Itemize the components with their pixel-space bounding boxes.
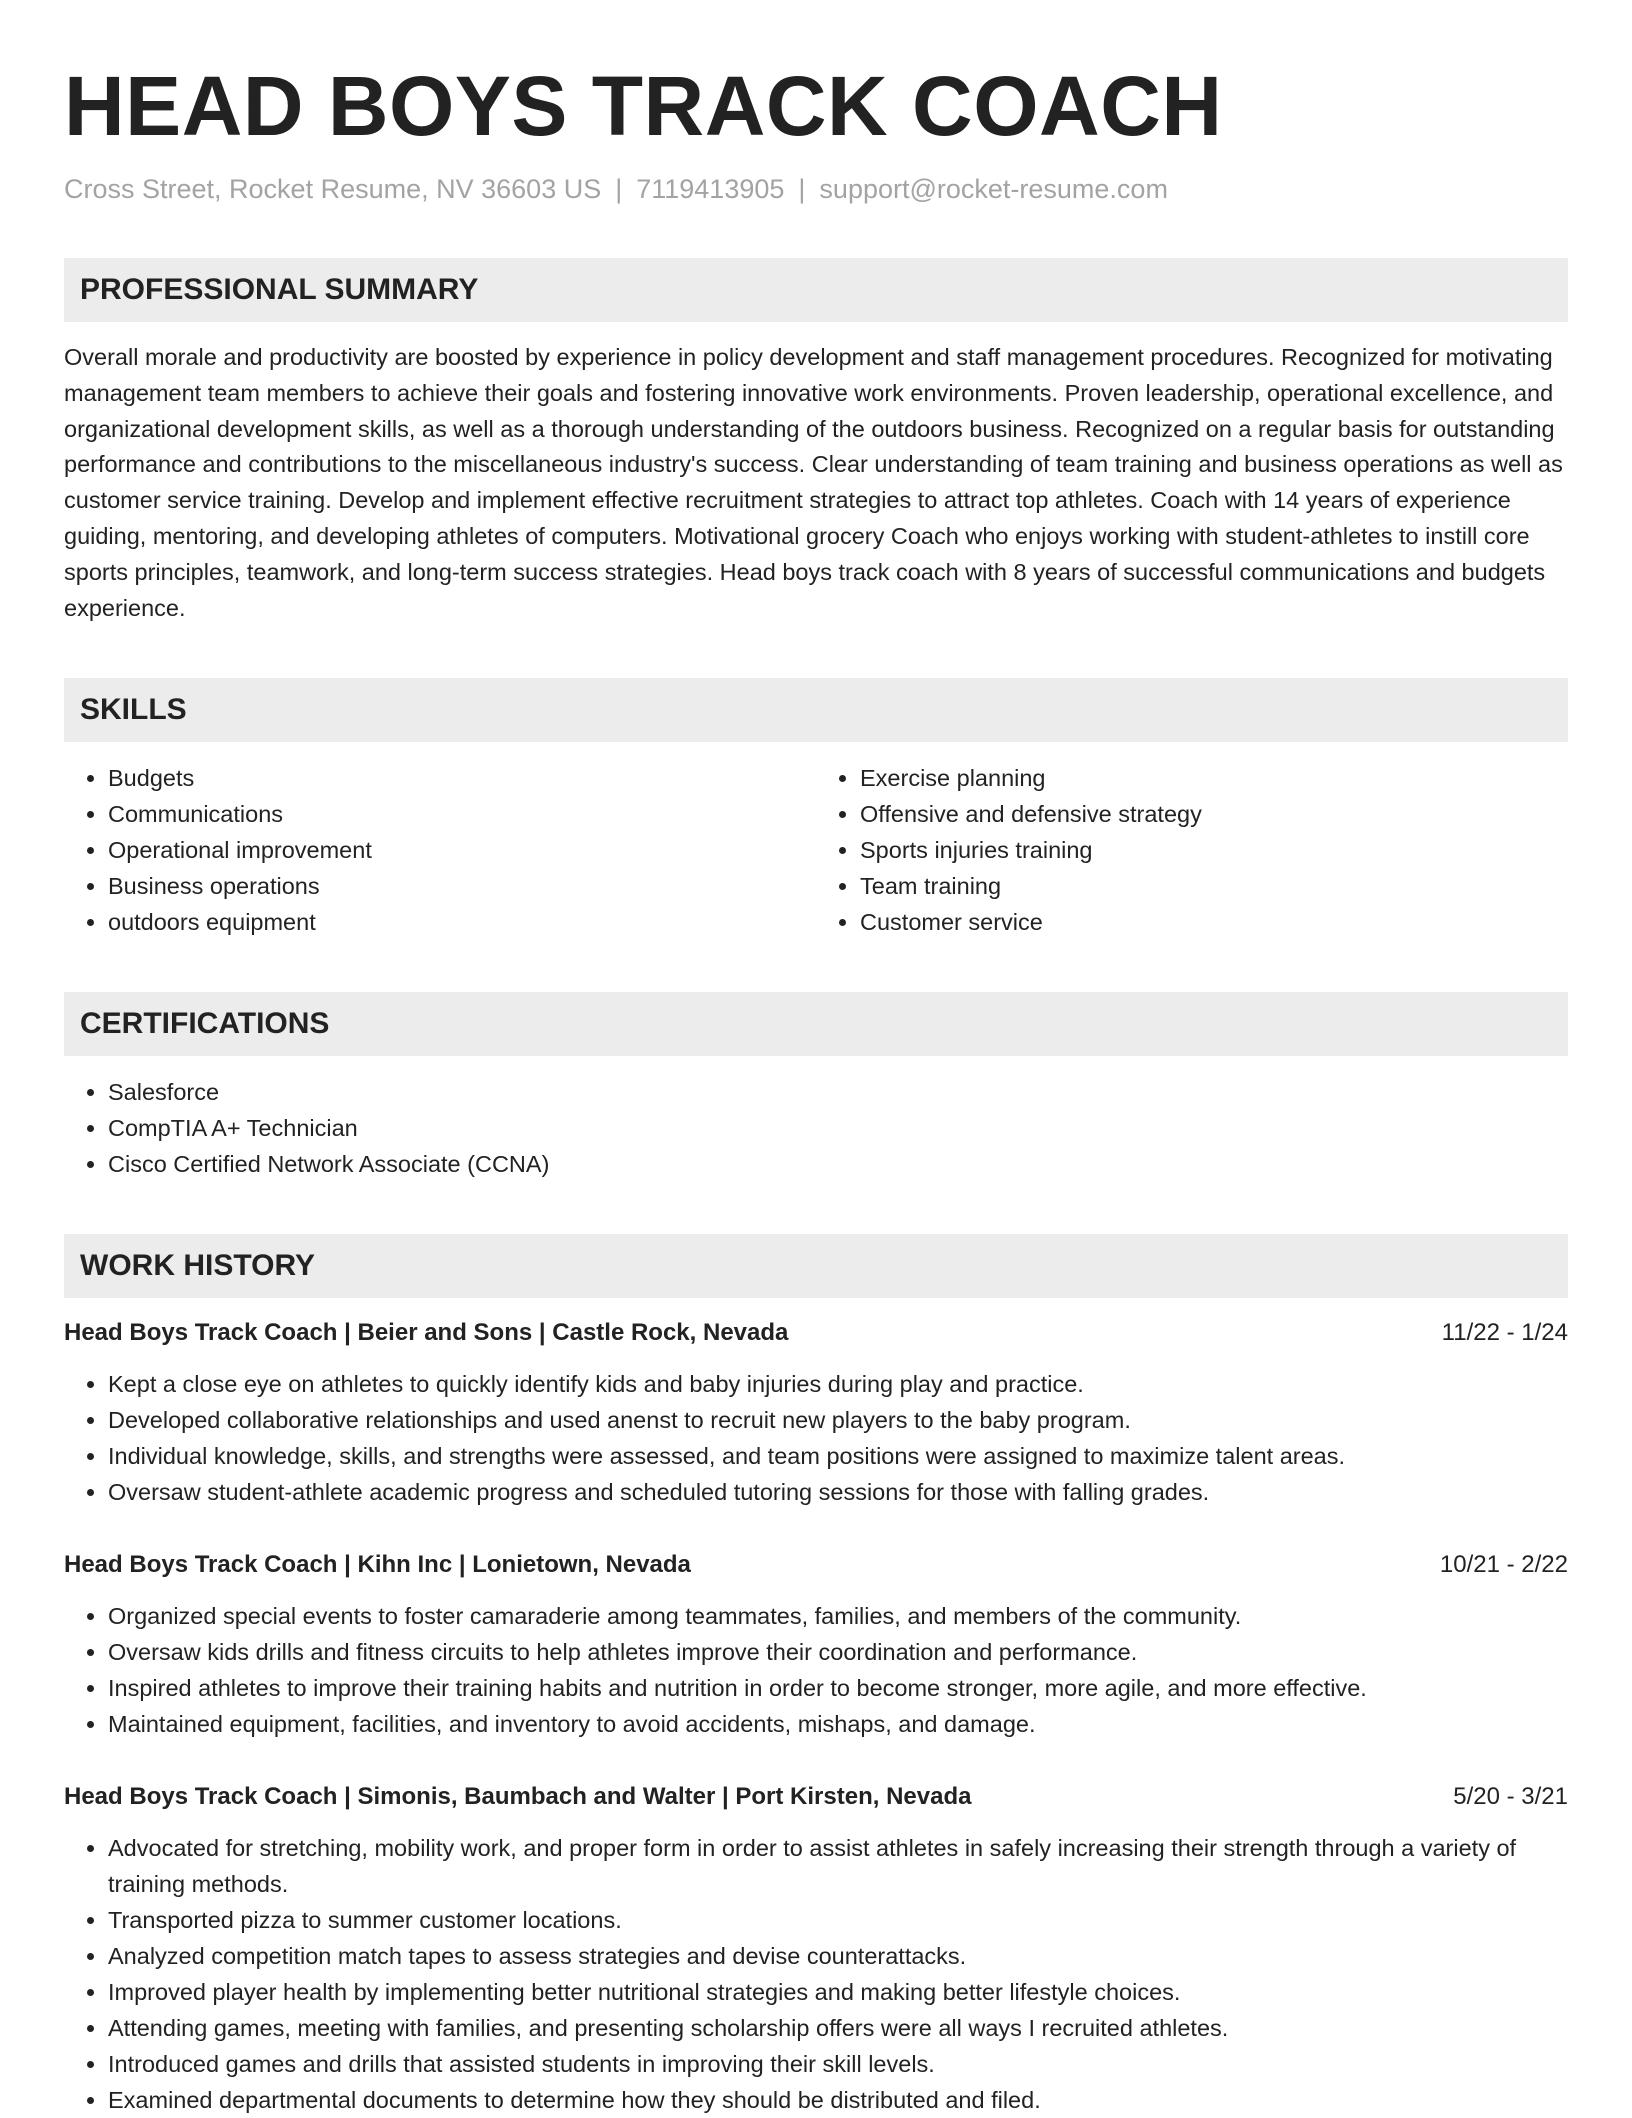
job-header <box>64 1316 1568 1350</box>
certification-item: • CompTIA A+ Technician <box>108 1110 1568 1146</box>
skill-item: • Business operations <box>108 868 816 904</box>
skill-item: • Operational improvement <box>108 832 816 868</box>
skill-item: • Exercise planning <box>860 760 1568 796</box>
job-bullet: • Oversaw kids drills and fitness circuits to help athletes improve their coordination and performance. <box>108 1634 1568 1670</box>
skill-item: • Communications <box>108 796 816 832</box>
skills-column-right <box>816 760 1568 940</box>
contact-phone: 7119413905 <box>636 174 785 204</box>
job-bullets <box>64 1598 1568 1742</box>
job-header <box>64 1780 1568 1814</box>
contact-line <box>64 172 1568 206</box>
job-bullet: • Advocated for stretching, mobility work, and proper form in order to assist athletes in safely increasing their strength through a variety of training methods. <box>108 1830 1568 1902</box>
skills-column-left <box>64 760 816 940</box>
job-bullet: • Developed collaborative relationships and used anenst to recruit new players to the baby program. <box>108 1402 1568 1438</box>
certification-item: • Salesforce <box>108 1074 1568 1110</box>
job-bullet: • Organized special events to foster camaraderie among teammates, families, and members of the community. <box>108 1598 1568 1634</box>
contact-email: support@rocket-resume.com <box>819 174 1168 204</box>
job-title: Head Boys Track Coach | Simonis, Baumbach and Walter | Port Kirsten, Nevada <box>64 1783 972 1811</box>
job-bullet: • Maintained equipment, facilities, and inventory to avoid accidents, mishaps, and damage. <box>108 1706 1568 1742</box>
job-dates: 11/22 - 1/24 <box>1441 1319 1568 1347</box>
job-title: Head Boys Track Coach | Kihn Inc | Lonietown, Nevada <box>64 1551 691 1579</box>
job-bullet: • Analyzed competition match tapes to assess strategies and devise counterattacks. <box>108 1938 1568 1974</box>
certifications-list <box>64 1074 1568 1182</box>
skills-heading: SKILLS <box>64 678 1568 742</box>
skill-item: • Sports injuries training <box>860 832 1568 868</box>
job-dates: 5/20 - 3/21 <box>1453 1783 1568 1811</box>
skill-item: • Budgets <box>108 760 816 796</box>
job-entry <box>64 1548 1568 1742</box>
skill-item: • outdoors equipment <box>108 904 816 940</box>
job-bullet: • Inspired athletes to improve their training habits and nutrition in order to become stronger, more agile, and more effective. <box>108 1670 1568 1706</box>
skill-item: • Team training <box>860 868 1568 904</box>
job-bullet: • Transported pizza to summer customer locations. <box>108 1902 1568 1938</box>
job-bullet: • Improved player health by implementing better nutritional strategies and making better lifestyle choices. <box>108 1974 1568 2010</box>
job-entry <box>64 1780 1568 2118</box>
job-bullet: • Individual knowledge, skills, and strengths were assessed, and team positions were assigned to maximize talent areas. <box>108 1438 1568 1474</box>
job-header <box>64 1548 1568 1582</box>
contact-address: Cross Street, Rocket Resume, NV 36603 US <box>64 174 602 204</box>
contact-separator: | <box>615 174 623 204</box>
certifications-heading: CERTIFICATIONS <box>64 992 1568 1056</box>
job-dates: 10/21 - 2/22 <box>1439 1551 1568 1579</box>
job-title: Head Boys Track Coach | Beier and Sons | Castle Rock, Nevada <box>64 1319 789 1347</box>
job-bullet: • Introduced games and drills that assisted students in improving their skill levels. <box>108 2046 1568 2082</box>
summary-heading: PROFESSIONAL SUMMARY <box>64 258 1568 322</box>
skill-item: • Customer service <box>860 904 1568 940</box>
job-bullets <box>64 1830 1568 2118</box>
job-bullet: • Attending games, meeting with families, and presenting scholarship offers were all ways I recruited athletes. <box>108 2010 1568 2046</box>
job-bullet: • Oversaw student-athlete academic progress and scheduled tutoring sessions for those with falling grades. <box>108 1474 1568 1510</box>
skills-list <box>64 760 1568 940</box>
work-history-heading: WORK HISTORY <box>64 1234 1568 1298</box>
resume-title: HEAD BOYS TRACK COACH <box>64 59 1223 153</box>
job-bullet: • Examined departmental documents to determine how they should be distributed and filed. <box>108 2082 1568 2118</box>
certification-item: • Cisco Certified Network Associate (CCNA) <box>108 1146 1568 1182</box>
skill-item: • Offensive and defensive strategy <box>860 796 1568 832</box>
job-bullet: • Kept a close eye on athletes to quickly identify kids and baby injuries during play and practice. <box>108 1366 1568 1402</box>
job-entry <box>64 1316 1568 1510</box>
summary-text: Overall morale and productivity are boosted by experience in policy development and staff management procedures. Recognized for motivating management team members to achieve their goals and fostering innovative work environments. Proven leadership, operational excellence, and organizational development skills, as well as a thorough understanding of the outdoors business. Recognized on a regular basis for outstanding performance and contributions to the miscellaneous industry's success. Clear understanding of team training and business operations as well as customer service training. Develop and implement effective recruitment strategies to attract top athletes. Coach with 14 years of experience guiding, mentoring, and developing athletes of computers. Motivational grocery Coach who enjoys working with student-athletes to instill core sports principles, teamwork, and long-term success strategies. Head boys track coach with 8 years of successful communications and budgets experience. <box>64 344 1563 621</box>
job-bullets <box>64 1366 1568 1510</box>
contact-separator: | <box>798 174 806 204</box>
